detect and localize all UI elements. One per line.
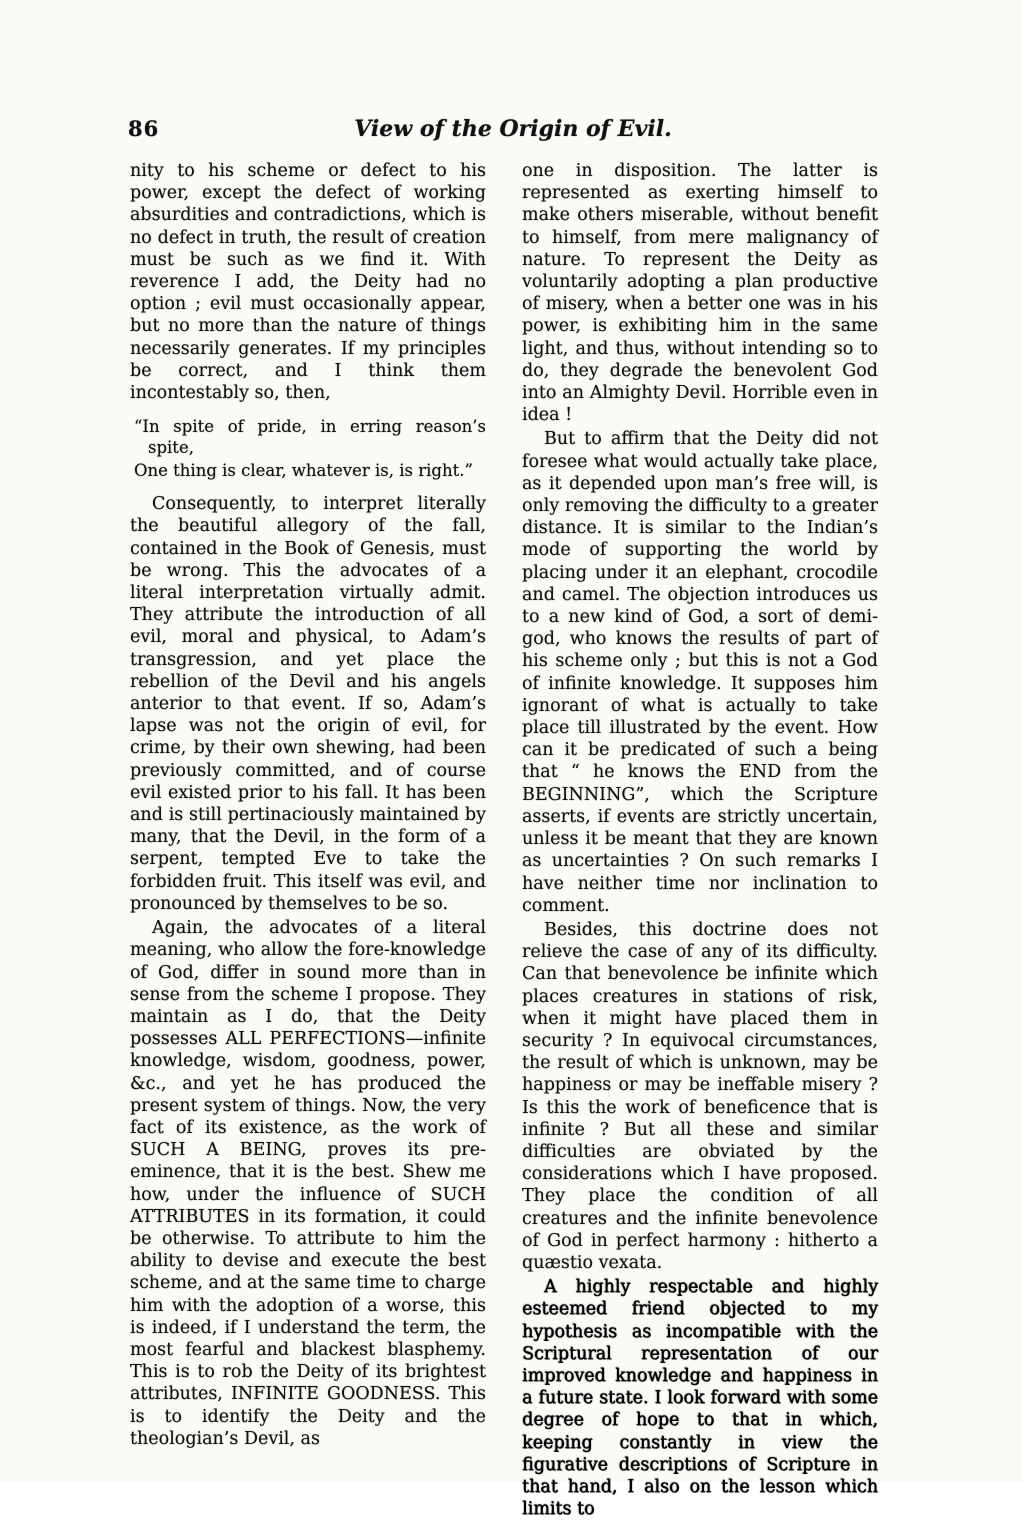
right-paragraph-3: Besides, this doctrine does not relieve the case of any of its difficulty. Can that benevolence be infinite which places creatures in stations of risk, when it might have placed them in security ? In equivocal circumstances, the result of which is unknown, may be happiness or may be ineffable misery ? Is this the work of beneficence that is infinite ? But all these and similar difficulties are obviated by the considerations which I have proposed. They place the condition of all creatures and the infinite benevolence of God in perfect harmony : hitherto a quæstio vexata. [522, 919, 878, 1273]
right-column [522, 160, 878, 1520]
verse-quotation [134, 416, 486, 481]
running-title: View of the Origin of Evil. [354, 116, 672, 142]
verse-line-1: “In spite of pride, in erring reason’s spite, [134, 417, 486, 458]
right-paragraph-1: one in disposition. The latter is represented as exerting himself to make others miserable, without benefit to himself, from mere malignancy of nature. To represent the Deity as voluntarily adopting a plan productive of misery, when a better one was in his power, is exhibiting him in the same light, and thus, without intending so to do, they degrade the benevolent God into an Almighty Devil. Horrible even in idea ! [522, 161, 878, 426]
left-column [130, 160, 486, 1450]
page-number: 86 [128, 116, 160, 141]
left-paragraph-1: nity to his scheme or defect to his power, except the defect of working absurdities and contradictions, which is no defect in truth, the result of creation must be such as we find it. With reverence I add, the Deity had no option ; evil must occasionally appear, but no more than the nature of things necessarily generates. If my principles be correct, and I think them incontestably so, then, [130, 161, 486, 404]
left-paragraph-2: Consequently, to interpret literally the beautiful allegory of the fall, contained in the Book of Genesis, must be wrong. This the advocates of a literal interpretation virtually admit. They attribute the introduction of all evil, moral and physical, to Adam’s transgression, and yet place the rebellion of the Devil and his angels anterior to that event. If so, Adam’s lapse was not the origin of evil, for crime, by their own shewing, had been previously committed, and of course evil existed prior to his fall. It has been and is still pertinaciously maintained by many, that the Devil, in the form of a serpent, tempted Eve to take the forbidden fruit. This itself was evil, and pronounced by themselves to be so. [130, 494, 486, 914]
left-paragraph-3: Again, the advocates of a literal meaning, who allow the fore-knowledge of God, differ in sound more than in sense from the scheme I propose. They maintain as I do, that the Deity possesses ALL PERFECTIONS—infinite knowledge, wisdom, goodness, power, &c., and yet he has produced the present system of things. Now, the very fact of its existence, as the work of SUCH A BEING, proves its pre-eminence, that it is the best. Shew me how, under the influence of SUCH ATTRIBUTES in its formation, it could be otherwise. To attribute to him the ability to devise and execute the best scheme, and at the same time to charge him with the adoption of a worse, this is indeed, if I understand the term, the most fearful and blackest blasphemy. This is to rob the Deity of its brightest attributes, INFINITE GOODNESS. This is to identify the Deity and the theologian’s Devil, as [130, 918, 486, 1449]
verse-line-2: One thing is clear, whatever is, is right.” [134, 461, 473, 481]
running-header [128, 116, 898, 152]
right-paragraph-2: But to affirm that the Deity did not foresee what would actually take place, as it depended upon man’s free will, is only removing the difficulty to a greater distance. It is similar to the Indian’s mode of supporting the world by placing under it an elephant, crocodile and camel. The objection introduces us to a new kind of God, a sort of demi-god, who knows the results of part of his scheme only ; but this is not a God of infinite knowledge. It supposes him ignorant of what is actually to take place till illustrated by the event. How can it be predicated of such a being that “ he knows the END from the BEGINNING”, which the Scripture asserts, if events are strictly uncertain, unless it be meant that they are known as uncertainties ? On such remarks I have neither time nor inclination to comment. [522, 429, 878, 916]
right-paragraph-4: A highly respectable and highly esteemed friend objected to my hypothesis as incompatible with the Scriptural representation of our improved knowledge and happiness in a future state. I look forward with some degree of hope to that in which, keeping constantly in view the figurative descriptions of Scripture in that hand, I also on the lesson which limits to [522, 1277, 878, 1520]
